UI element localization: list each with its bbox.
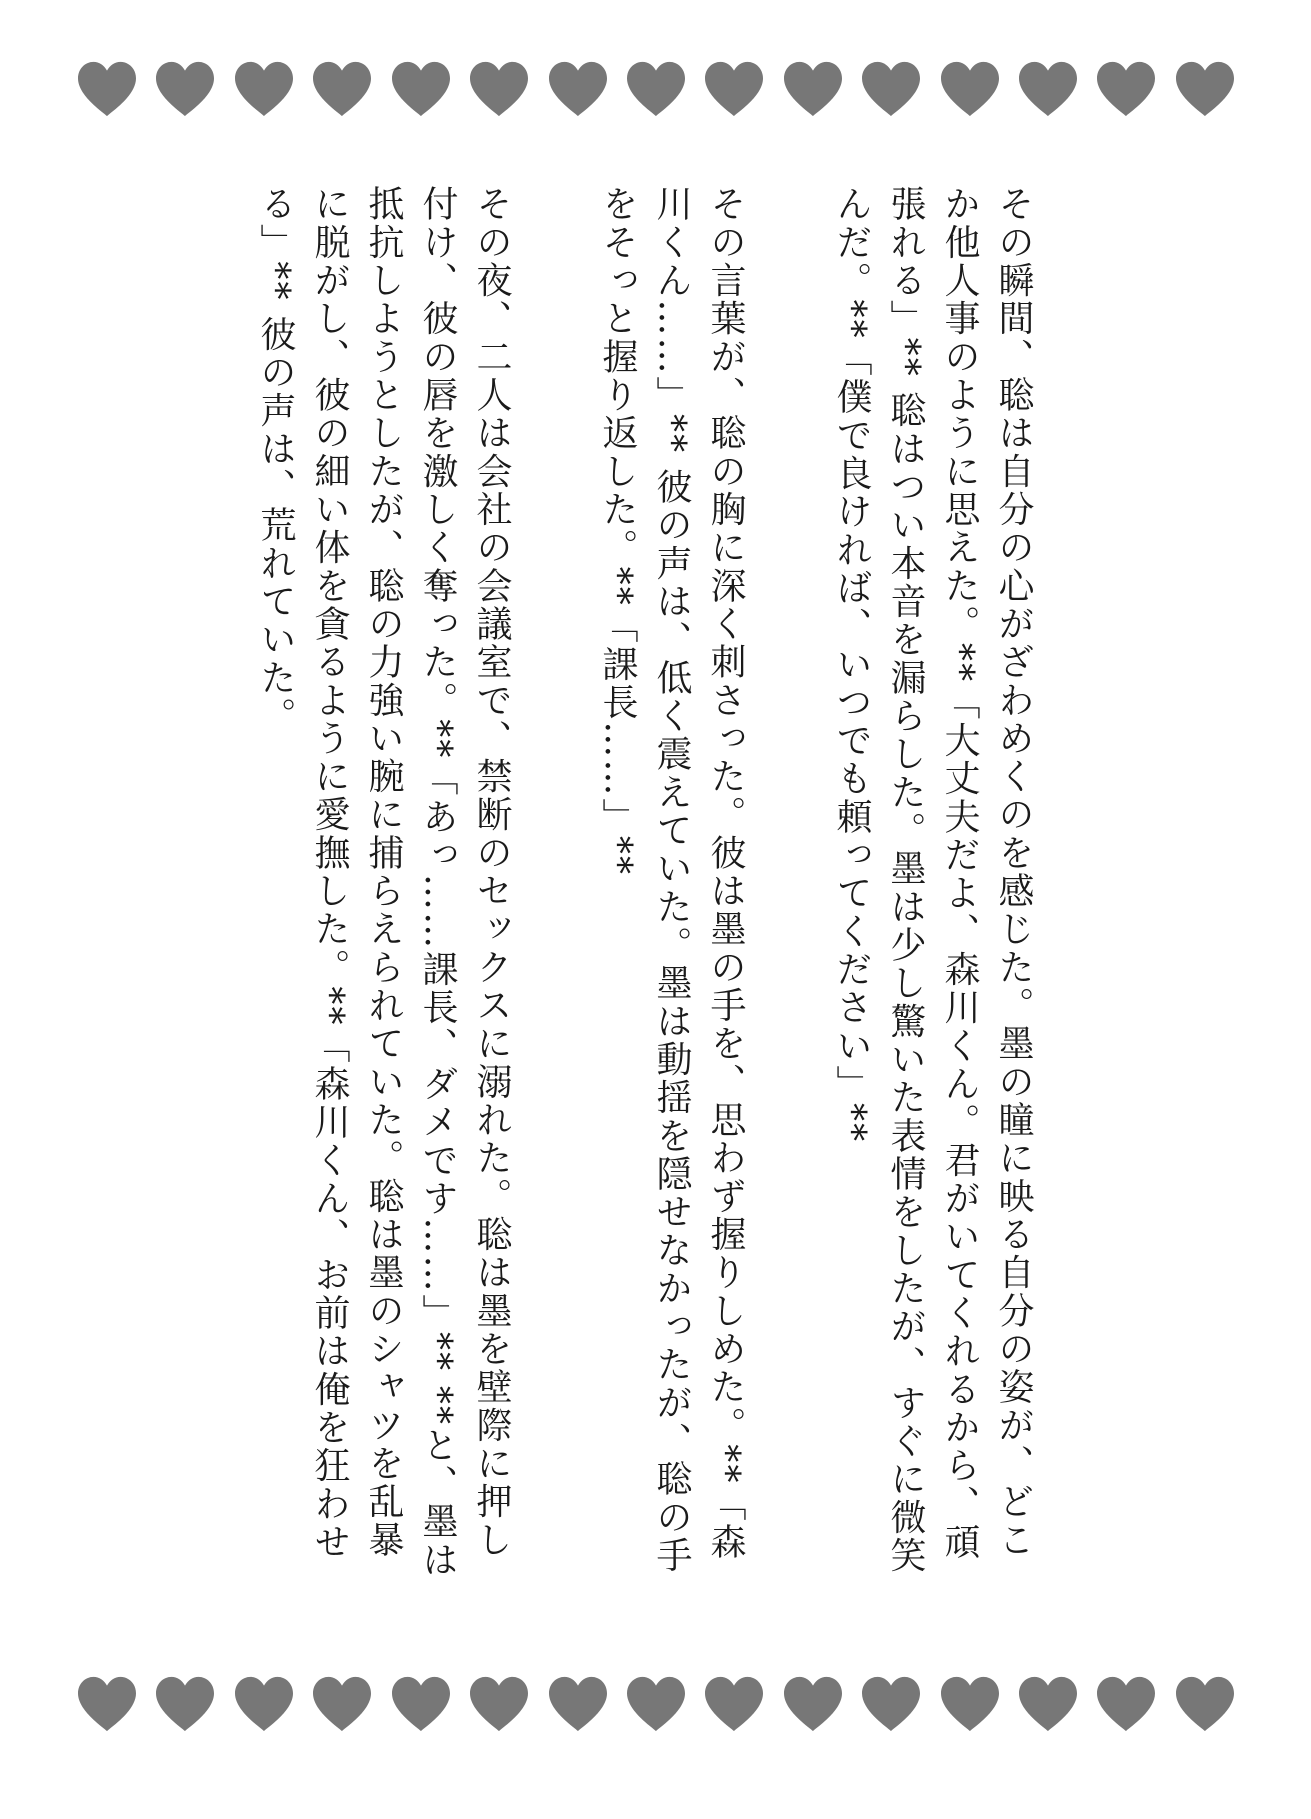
- heart-icon: [76, 60, 138, 118]
- heart-icon: [1174, 1675, 1236, 1733]
- heart-icon: [703, 60, 765, 118]
- heart-icon: [1095, 60, 1157, 118]
- heart-icon: [233, 60, 295, 118]
- heart-icon: [154, 1675, 216, 1733]
- heart-icon: [860, 60, 922, 118]
- heart-icon: [1174, 60, 1236, 118]
- heart-icon: [782, 1675, 844, 1733]
- heart-icon: [311, 60, 373, 118]
- heart-icon: [233, 1675, 295, 1733]
- heart-icon: [390, 1675, 452, 1733]
- heart-icon: [1017, 60, 1079, 118]
- heart-icon: [468, 1675, 530, 1733]
- heart-icon: [1095, 1675, 1157, 1733]
- paragraph-1: その瞬間、聡は自分の心がざわめくのを感じた。墨の瞳に映る自分の姿が、どこか他人事のように思えた。**「大丈夫だよ、森川くん。君がいてくれるから、頑張れる」** 聡はつい本音を漏らした。墨は少し驚いた表情をしたが、すぐに微笑んだ。**「僕で良ければ、いつでも頼ってください」**: [831, 185, 1034, 1575]
- heart-icon: [547, 60, 609, 118]
- paragraph-3: その夜、二人は会社の会議室で、禁断のセックスに溺れた。聡は墨を壁際に押し付け、彼の唇を激しく奪った。**「あっ……課長、ダメです……」** **と、墨は抵抗しようとしたが、聡の力強い腕に捕らえられていた。聡は墨のシャツを乱暴に脱がし、彼の細い体を貪るように愛撫した。**「森川くん、お前は俺を狂わせる」** 彼の声は、荒れていた。: [255, 185, 512, 1579]
- heart-icon: [703, 1675, 765, 1733]
- heart-icon: [939, 1675, 1001, 1733]
- heart-icon: [860, 1675, 922, 1733]
- bottom-heart-border: [76, 1670, 1236, 1738]
- heart-icon: [625, 60, 687, 118]
- heart-icon: [547, 1675, 609, 1733]
- heart-icon: [390, 60, 452, 118]
- top-heart-border: [76, 55, 1236, 123]
- paragraph-2: その言葉が、聡の胸に深く刺さった。彼は墨の手を、思わず握りしめた。**「森川くん……」** 彼の声は、低く震えていた。墨は動揺を隠せなかったが、聡の手をそっと握り返した。**「課長……」**: [597, 185, 746, 1575]
- heart-icon: [76, 1675, 138, 1733]
- heart-icon: [311, 1675, 373, 1733]
- heart-icon: [154, 60, 216, 118]
- heart-icon: [939, 60, 1001, 118]
- heart-icon: [625, 1675, 687, 1733]
- vertical-text-body: [250, 185, 1040, 1585]
- heart-icon: [1017, 1675, 1079, 1733]
- heart-icon: [782, 60, 844, 118]
- heart-icon: [468, 60, 530, 118]
